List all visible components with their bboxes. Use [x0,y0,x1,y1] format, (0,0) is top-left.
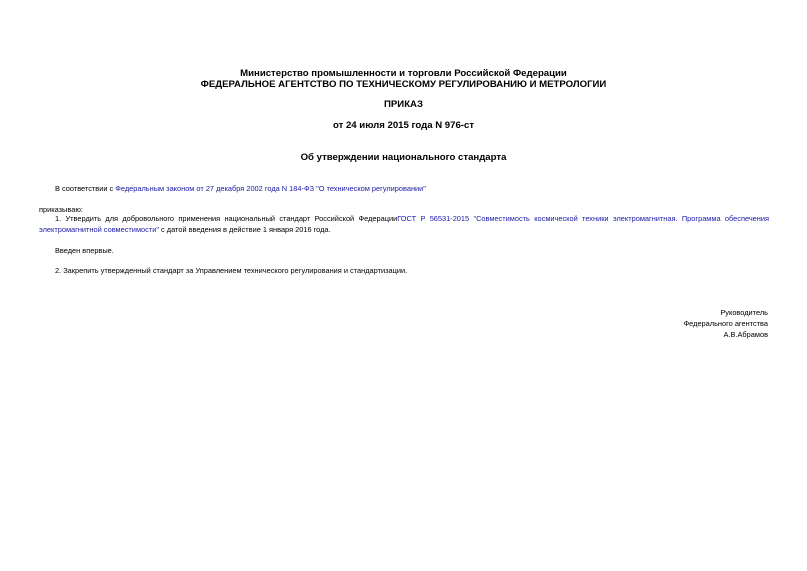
signature-role: Руководитель [720,308,768,317]
gost-standard-link[interactable]: ГОСТ Р 56531-2015 "Совместимость космической техники электромагнитная. Программа обеспечения электромагнитной совместимости" [39,214,769,234]
ministry-name: Министерство промышленности и торговли Российской Федерации [240,68,567,79]
legal-basis-paragraph [55,183,426,194]
document-date-number: от 24 июля 2015 года N 976-ст [332,120,475,131]
legal-basis-prefix: В соответствии с [55,184,116,193]
signature-org: Федерального агентства [683,319,768,328]
item1-paragraph [39,213,769,235]
item2-paragraph: 2. Закрепить утвержденный стандарт за Управлением технического регулирования и стандартизации. [55,266,408,275]
document-subject: Об утверждении национального стандарта [300,152,507,163]
document-type: ПРИКАЗ [384,99,423,110]
item1-suffix: с датой введения в действие 1 января 2016 года. [158,225,331,234]
federal-law-link[interactable]: Федеральным законом от 27 декабря 2002 года N 184-ФЗ "О техническом регулировании" [115,184,426,193]
agency-name: ФЕДЕРАЛЬНОЕ АГЕНТСТВО ПО ТЕХНИЧЕСКОМУ РЕГУЛИРОВАНИЮ И МЕТРОЛОГИИ [200,79,607,90]
order-word: приказываю: [39,205,83,214]
item1-prefix: 1. Утвердить для добровольного применения национальный стандарт Российской Федерации [55,214,398,223]
signature-name: А.В.Абрамов [723,330,768,339]
introduced-note: Введен впервые. [55,246,114,255]
